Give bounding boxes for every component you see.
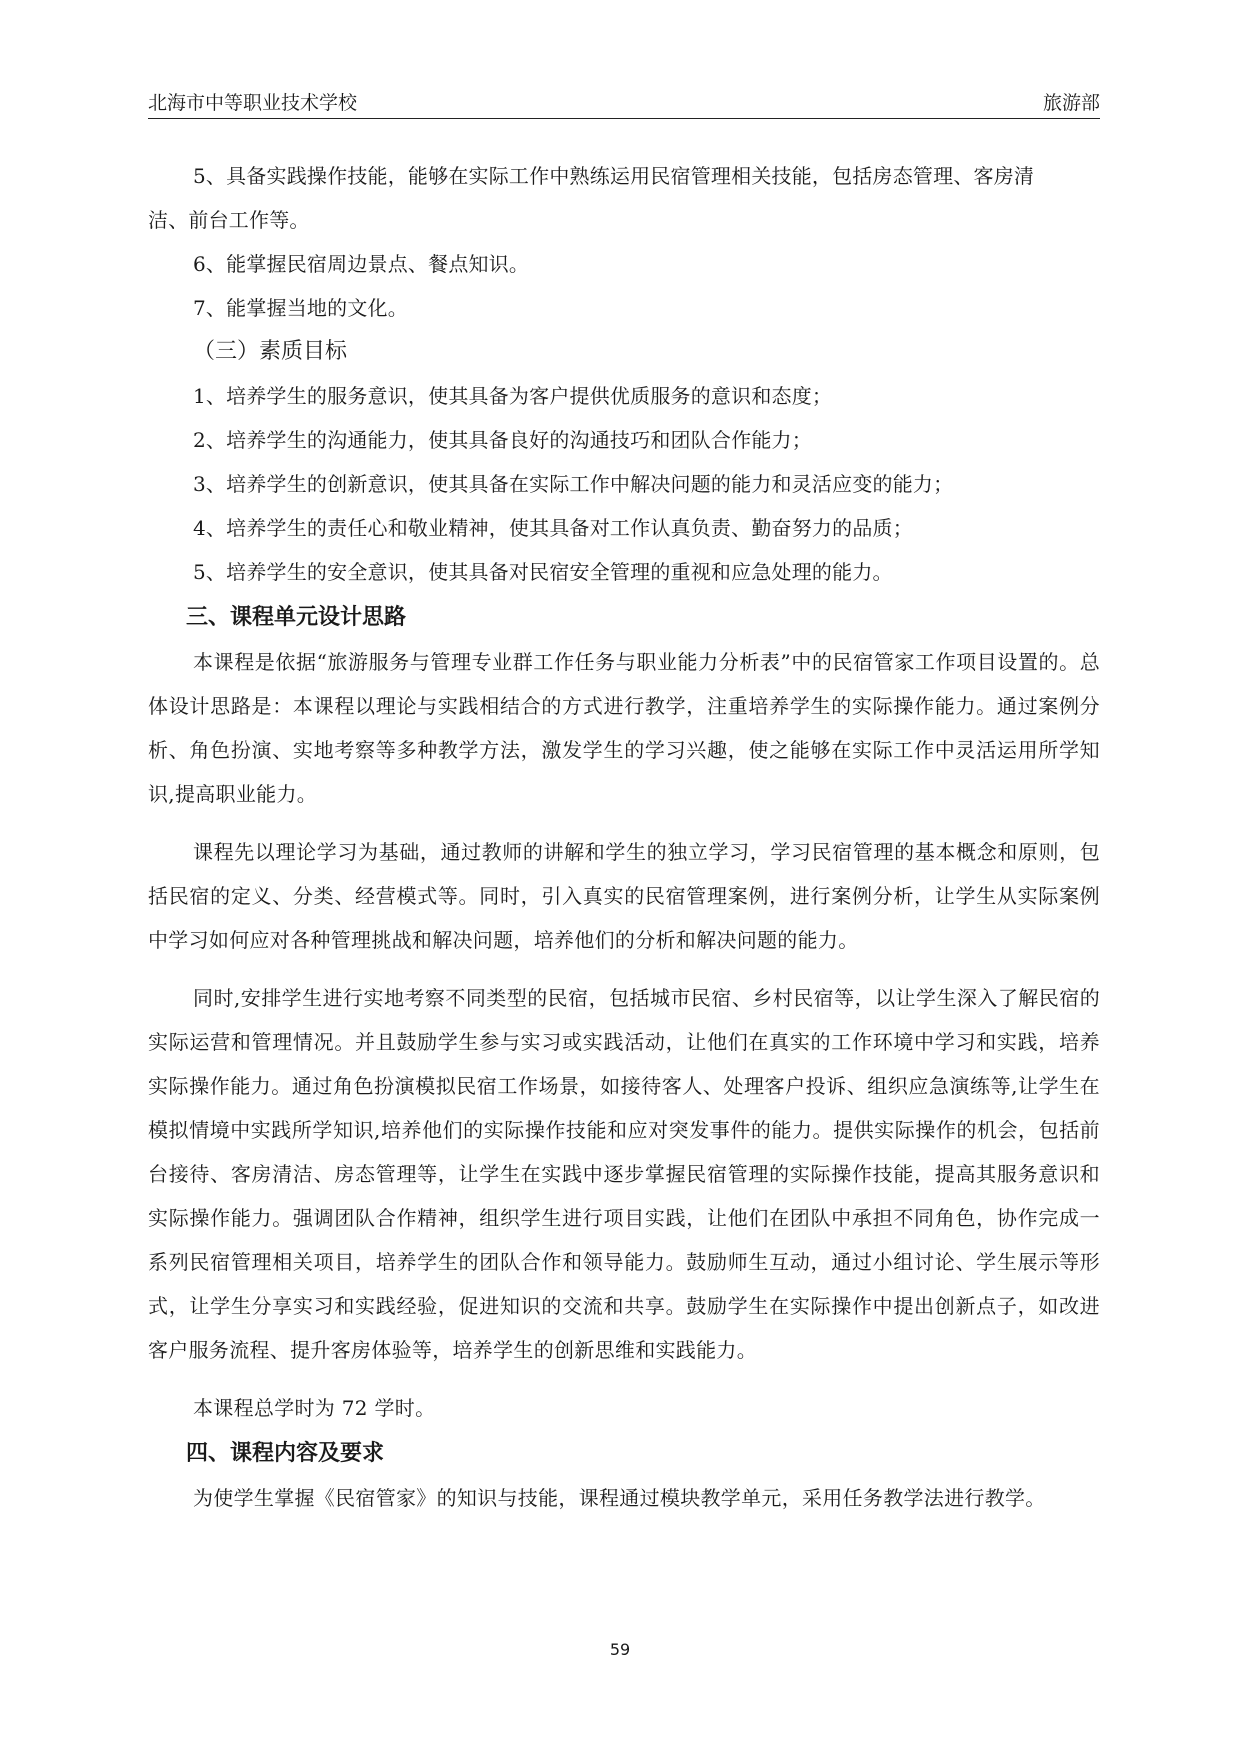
quality-item: 1、培养学生的服务意识，使其具备为客户提供优质服务的意识和态度；	[193, 384, 833, 408]
quality-goals-heading: （三）素质目标	[193, 339, 348, 364]
page-header	[148, 86, 1100, 119]
skill-item-5-line-2: 洁、前台工作等。	[148, 208, 310, 232]
section-3-paragraph-4: 本课程总学时为 72 学时。	[193, 1396, 436, 1420]
section-3-heading: 三、课程单元设计思路	[186, 605, 407, 630]
quality-item: 2、培养学生的沟通能力，使其具备良好的沟通技巧和团队合作能力；	[193, 428, 812, 452]
section-3-paragraph-2: 课程先以理论学习为基础，通过教师的讲解和学生的独立学习，学习民宿管理的基本概念和原则，包括民宿的定义、分类、经营模式等。同时，引入真实的民宿管理案例，进行案例分析，让学生从实际案例中学习如何应对各种管理挑战和解决问题，培养他们的分析和解决问题的能力。	[148, 840, 1100, 952]
page-number: 59	[609, 1640, 631, 1659]
section-4-heading: 四、课程内容及要求	[186, 1441, 385, 1466]
header-school-name: 北海市中等职业技术学校	[148, 92, 358, 114]
quality-item: 5、培养学生的安全意识，使其具备对民宿安全管理的重视和应急处理的能力。	[193, 560, 893, 584]
page-content	[148, 154, 1100, 1520]
section-3-paragraph-3: 同时,安排学生进行实地考察不同类型的民宿，包括城市民宿、乡村民宿等，以让学生深入了解民宿的实际运营和管理情况。并且鼓励学生参与实习或实践活动，让他们在真实的工作环境中学习和实践，培养实际操作能力。通过角色扮演模拟民宿工作场景，如接待客人、处理客户投诉、组织应急演练等,让学生在模拟情境中实践所学知识,培养他们的实际操作技能和应对突发事件的能力。提供实际操作的机会，包括前台接待、客房清洁、房态管理等，让学生在实践中逐步掌握民宿管理的实际操作技能，提高其服务意识和实际操作能力。强调团队合作精神，组织学生进行项目实践，让他们在团队中承担不同角色，协作完成一系列民宿管理相关项目，培养学生的团队合作和领导能力。鼓励师生互动，通过小组讨论、学生展示等形式，让学生分享实习和实践经验，促进知识的交流和共享。鼓励学生在实际操作中提出创新点子，如改进客户服务流程、提升客房体验等，培养学生的创新思维和实践能力。	[148, 986, 1100, 1362]
skill-item-6: 6、能掌握民宿周边景点、餐点知识。	[193, 252, 530, 276]
header-department: 旅游部	[1042, 92, 1100, 114]
section-3-paragraph-1: 本课程是依据“旅游服务与管理专业群工作任务与职业能力分析表”中的民宿管家工作项目设置的。总体设计思路是：本课程以理论与实践相结合的方式进行教学，注重培养学生的实际操作能力。通过案例分析、角色扮演、实地考察等多种教学方法，激发学生的学习兴趣，使之能够在实际工作中灵活运用所学知识,提高职业能力。	[148, 650, 1100, 806]
section-4-paragraph-1: 为使学生掌握《民宿管家》的知识与技能，课程通过模块教学单元，采用任务教学法进行教学。	[193, 1486, 1046, 1510]
skill-item-5-line-1: 5、具备实践操作技能，能够在实际工作中熟练运用民宿管理相关技能，包括房态管理、客房清	[193, 164, 1035, 188]
quality-item: 3、培养学生的创新意识，使其具备在实际工作中解决问题的能力和灵活应变的能力；	[193, 472, 954, 496]
skill-item-7: 7、能掌握当地的文化。	[193, 296, 408, 320]
quality-item: 4、培养学生的责任心和敬业精神，使其具备对工作认真负责、勤奋努力的品质；	[193, 516, 913, 540]
